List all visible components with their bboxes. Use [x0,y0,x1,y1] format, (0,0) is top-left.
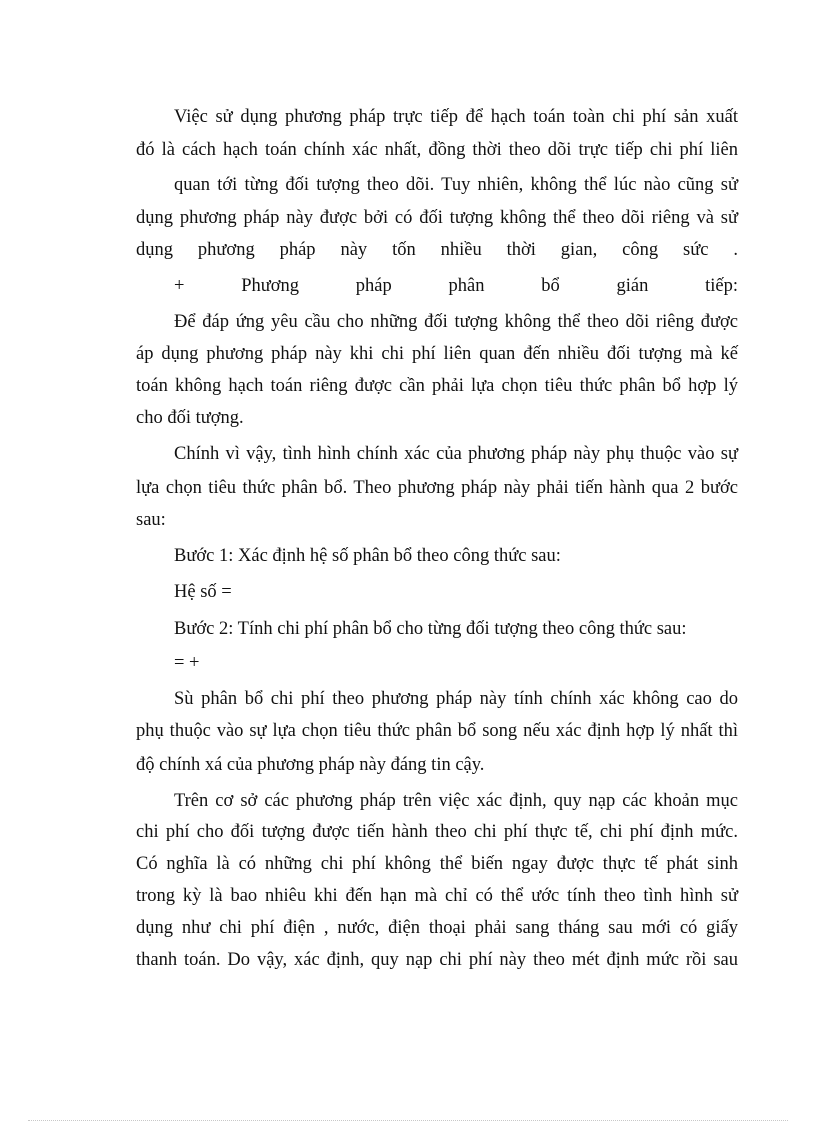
text-line: lựa chọn tiêu thức phân bổ. Theo phương pháp này phải tiến hành qua 2 bước [136,478,738,498]
text-line: toán không hạch toán riêng được cần phải lựa chọn tiêu thức phân bổ hợp lý [136,376,738,396]
text-line: Bước 2: Tính chi phí phân bổ cho từng đối tượng theo công thức sau: [174,619,687,639]
text-line: phụ thuộc vào sự lựa chọn tiêu thức phân bổ song nếu xác định hợp lý nhất thì [136,721,738,741]
text-line: Có nghĩa là có những chi phí không thể biến ngay được thực tế phát sinh [136,854,738,874]
text-line: áp dụng phương pháp này khi chi phí liên quan đến nhiều đối tượng mà kế [136,344,738,364]
text-line: sau: [136,510,166,530]
text-line: độ chính xá của phương pháp này đáng tin cậy. [136,755,485,775]
text-line: đó là cách hạch toán chính xác nhất, đồng thời theo dõi trực tiếp chi phí liên [136,140,738,160]
text-line: = + [174,653,200,673]
text-line: dụng như chi phí điện , nước, điện thoại phải sang tháng sau mới có giấy [136,918,738,938]
text-line: Để đáp ứng yêu cầu cho những đối tượng không thể theo dõi riêng được [174,312,738,332]
text-line: + Phương pháp phân bổ gián tiếp: [174,276,738,296]
text-line: thanh toán. Do vậy, xác định, quy nạp chi phí này theo mét định mức rồi sau [136,950,738,970]
text-line: Hệ số = [174,582,232,602]
text-line: chi phí cho đối tượng được tiến hành theo chi phí thực tế, chi phí định mức. [136,822,738,842]
text-line: dụng phương pháp này tốn nhiều thời gian, công sức . [136,240,738,260]
text-line: Bước 1: Xác định hệ số phân bổ theo công thức sau: [174,546,561,566]
text-line: quan tới từng đối tượng theo dõi. Tuy nhiên, không thể lúc nào cũng sử [174,175,738,195]
text-line: cho đối tượng. [136,408,244,428]
page-bottom-divider [28,1120,788,1121]
text-line: Chính vì vậy, tình hình chính xác của phương pháp này phụ thuộc vào sự [174,444,738,464]
text-line: Trên cơ sở các phương pháp trên việc xác định, quy nạp các khoản mục [174,791,738,811]
text-line: dụng phương pháp này được bởi có đối tượng không thể theo dõi riêng và sử [136,208,738,228]
text-line: trong kỳ là bao nhiêu khi đến hạn mà chỉ có thể ước tính theo tình hình sử [136,886,738,906]
text-line: Việc sử dụng phương pháp trực tiếp để hạch toán toàn chi phí sản xuất [174,107,738,127]
text-line: Sù phân bổ chi phí theo phương pháp này tính chính xác không cao do [174,689,738,709]
